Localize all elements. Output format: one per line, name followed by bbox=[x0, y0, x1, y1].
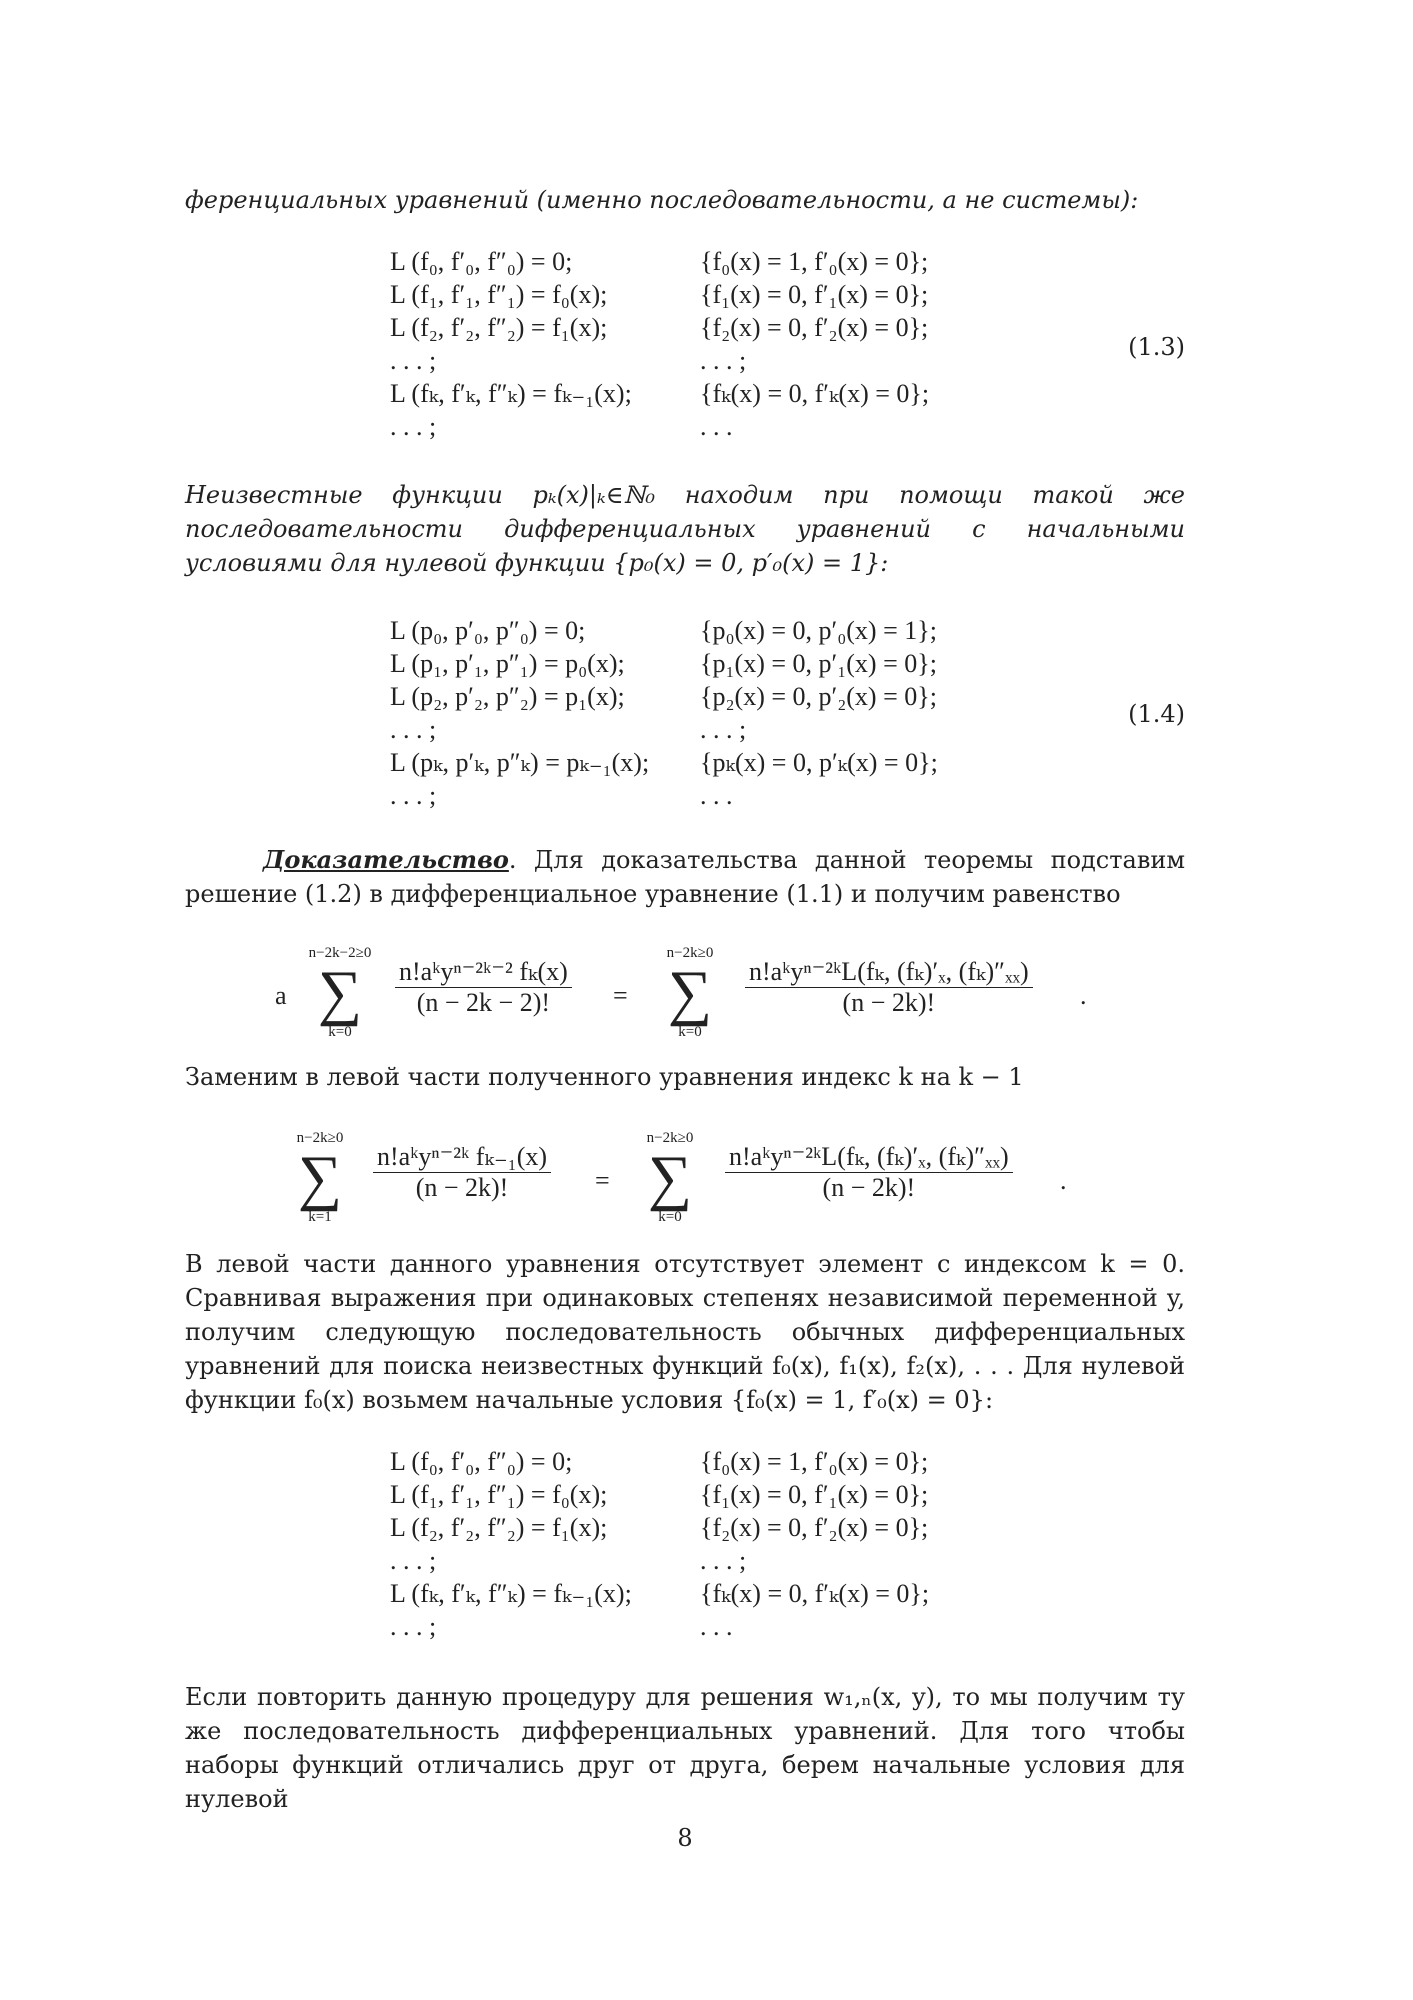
eq14-rhs: {p₂(x) = 0, p′₂(x) = 0}; bbox=[700, 682, 937, 711]
equation-number-1-3: (1.3) bbox=[1128, 333, 1185, 361]
sigma-icon: ∑ bbox=[667, 959, 713, 1027]
eq3-lhs: L (f₂, f′₂, f″₂) = f₁(x); bbox=[390, 1513, 608, 1542]
eq14-rhs: {p₁(x) = 0, p′₁(x) = 0}; bbox=[700, 649, 937, 678]
sigma-icon: ∑ bbox=[317, 959, 363, 1027]
paragraph-p-functions: Неизвестные функции pₖ(x)|ₖ∈ℕ₀ находим при помощи такой же последовательности дифференциальных уравнений с начальными условиями для нулевой функции {p₀(x) = 0, p′₀(x) = 1}: bbox=[185, 481, 1185, 577]
eq3-lhs: L (f₁, f′₁, f″₁) = f₀(x); bbox=[390, 1480, 608, 1509]
eq13-lhs: L (f₂, f′₂, f″₂) = f₁(x); bbox=[390, 313, 608, 342]
eq13-lhs: L (fₖ, f′ₖ, f″ₖ) = fₖ₋₁(x); bbox=[390, 379, 632, 408]
eq14-rhs: . . . bbox=[700, 781, 733, 810]
proof-text: . Для доказательства данной теоремы подставим решение (1.2) в дифференциальное уравнение (1.1) и получим равенство bbox=[185, 846, 1185, 908]
fraction-1 bbox=[373, 1142, 551, 1203]
eq13-lhs: L (f₀, f′₀, f″₀) = 0; bbox=[390, 247, 573, 276]
eq14-rhs: {p₀(x) = 0, p′₀(x) = 1}; bbox=[700, 616, 937, 645]
denominator: (n − 2k)! bbox=[822, 1173, 916, 1202]
sum-2 bbox=[640, 945, 740, 1041]
period: . bbox=[1060, 1166, 1067, 1195]
paragraph-replace: Заменим в левой части полученного уравнения индекс k на k − 1 bbox=[185, 1063, 1024, 1091]
eq13-rhs: {f₁(x) = 0, f′₁(x) = 0}; bbox=[700, 280, 929, 309]
fraction-2 bbox=[745, 957, 1033, 1018]
eq3-rhs: . . . bbox=[700, 1612, 733, 1641]
sum-lower-limit: k=1 bbox=[308, 1209, 332, 1225]
eq13-lhs: . . . ; bbox=[390, 346, 437, 375]
eq13-rhs: {fₖ(x) = 0, f′ₖ(x) = 0}; bbox=[700, 379, 930, 408]
eq13-rhs: {f₂(x) = 0, f′₂(x) = 0}; bbox=[700, 313, 929, 342]
eq3-lhs: . . . ; bbox=[390, 1546, 437, 1575]
sum-upper-limit: n−2k≥0 bbox=[296, 1130, 344, 1146]
sum-upper-limit: n−2k−2≥0 bbox=[308, 945, 372, 961]
equation-number-1-4: (1.4) bbox=[1128, 700, 1185, 728]
sum-upper-limit: n−2k≥0 bbox=[646, 1130, 694, 1146]
eq3-rhs: . . . ; bbox=[700, 1546, 747, 1575]
eq3-rhs: {f₂(x) = 0, f′₂(x) = 0}; bbox=[700, 1513, 929, 1542]
period: . bbox=[1080, 981, 1087, 1010]
eq14-lhs: . . . ; bbox=[390, 781, 437, 810]
eq3-lhs: L (fₖ, f′ₖ, f″ₖ) = fₖ₋₁(x); bbox=[390, 1579, 632, 1608]
sum-2 bbox=[620, 1130, 720, 1226]
display-equation-1 bbox=[185, 945, 1185, 1045]
display-equation-2 bbox=[185, 1130, 1185, 1230]
sum-lower-limit: k=0 bbox=[328, 1024, 352, 1040]
eq13-lhs: . . . ; bbox=[390, 412, 437, 441]
eq14-lhs: L (p₀, p′₀, p″₀) = 0; bbox=[390, 616, 586, 645]
eq13-rhs: . . . bbox=[700, 412, 733, 441]
numerator: n!aᵏyⁿ⁻²ᵏ fₖ₋₁(x) bbox=[373, 1142, 551, 1173]
eq14-rhs: {pₖ(x) = 0, p′ₖ(x) = 0}; bbox=[700, 748, 938, 777]
eq13-rhs: {f₀(x) = 1, f′₀(x) = 0}; bbox=[700, 247, 929, 276]
eq3-lhs: . . . ; bbox=[390, 1612, 437, 1641]
paragraph-end: Если повторить данную процедуру для решения w₁,ₙ(x, y), то мы получим ту же последовательность дифференциальных уравнений. Для того чтобы наборы функций отличались друг от друга, берем начальные условия для нулевой bbox=[185, 1683, 1185, 1813]
paragraph-top: ференциальных уравнений (именно последовательности, а не системы): bbox=[185, 186, 1139, 214]
eq14-lhs: L (p₁, p′₁, p″₁) = p₀(x); bbox=[390, 649, 625, 678]
sum-upper-limit: n−2k≥0 bbox=[666, 945, 714, 961]
fraction-1 bbox=[395, 957, 572, 1018]
equals-sign: = bbox=[613, 981, 628, 1010]
sum-1 bbox=[290, 945, 390, 1041]
coef-a: a bbox=[275, 981, 287, 1010]
paragraph-left-part: В левой части данного уравнения отсутствует элемент с индексом k = 0. Сравнивая выражения при одинаковых степенях независимой переменной y, получим следующую последовательность обычных дифференциальных уравнений для поиска неизвестных функций f₀(x), f₁(x), f₂(x), . . . Для нулевой функции f₀(x) возьмем начальные условия {f₀(x) = 1, f′₀(x) = 0}: bbox=[185, 1250, 1185, 1414]
eq3-lhs: L (f₀, f′₀, f″₀) = 0; bbox=[390, 1447, 573, 1476]
eq13-rhs: . . . ; bbox=[700, 346, 747, 375]
fraction-2 bbox=[725, 1142, 1013, 1203]
numerator: n!aᵏyⁿ⁻²ᵏ⁻² fₖ(x) bbox=[395, 957, 572, 988]
page bbox=[185, 0, 1185, 2000]
numerator: n!aᵏyⁿ⁻²ᵏL(fₖ, (fₖ)′ₓ, (fₖ)″ₓₓ) bbox=[745, 957, 1033, 988]
eq14-lhs: L (pₖ, p′ₖ, p″ₖ) = pₖ₋₁(x); bbox=[390, 748, 650, 777]
eq13-lhs: L (f₁, f′₁, f″₁) = f₀(x); bbox=[390, 280, 608, 309]
eq3-rhs: {fₖ(x) = 0, f′ₖ(x) = 0}; bbox=[700, 1579, 930, 1608]
eq14-lhs: . . . ; bbox=[390, 715, 437, 744]
sigma-icon: ∑ bbox=[297, 1144, 343, 1212]
denominator: (n − 2k)! bbox=[842, 988, 936, 1017]
denominator: (n − 2k − 2)! bbox=[416, 988, 551, 1017]
sum-1 bbox=[270, 1130, 370, 1226]
sum-lower-limit: k=0 bbox=[678, 1024, 702, 1040]
equals-sign: = bbox=[595, 1166, 610, 1195]
eq3-rhs: {f₀(x) = 1, f′₀(x) = 0}; bbox=[700, 1447, 929, 1476]
sum-lower-limit: k=0 bbox=[658, 1209, 682, 1225]
sigma-icon: ∑ bbox=[647, 1144, 693, 1212]
page-number: 8 bbox=[677, 1824, 693, 1852]
eq3-rhs: {f₁(x) = 0, f′₁(x) = 0}; bbox=[700, 1480, 929, 1509]
eq14-lhs: L (p₂, p′₂, p″₂) = p₁(x); bbox=[390, 682, 625, 711]
proof-heading: Доказательство bbox=[263, 845, 509, 874]
eq14-rhs: . . . ; bbox=[700, 715, 747, 744]
proof-paragraph bbox=[185, 843, 1185, 911]
numerator: n!aᵏyⁿ⁻²ᵏL(fₖ, (fₖ)′ₓ, (fₖ)″ₓₓ) bbox=[725, 1142, 1013, 1173]
denominator: (n − 2k)! bbox=[415, 1173, 509, 1202]
